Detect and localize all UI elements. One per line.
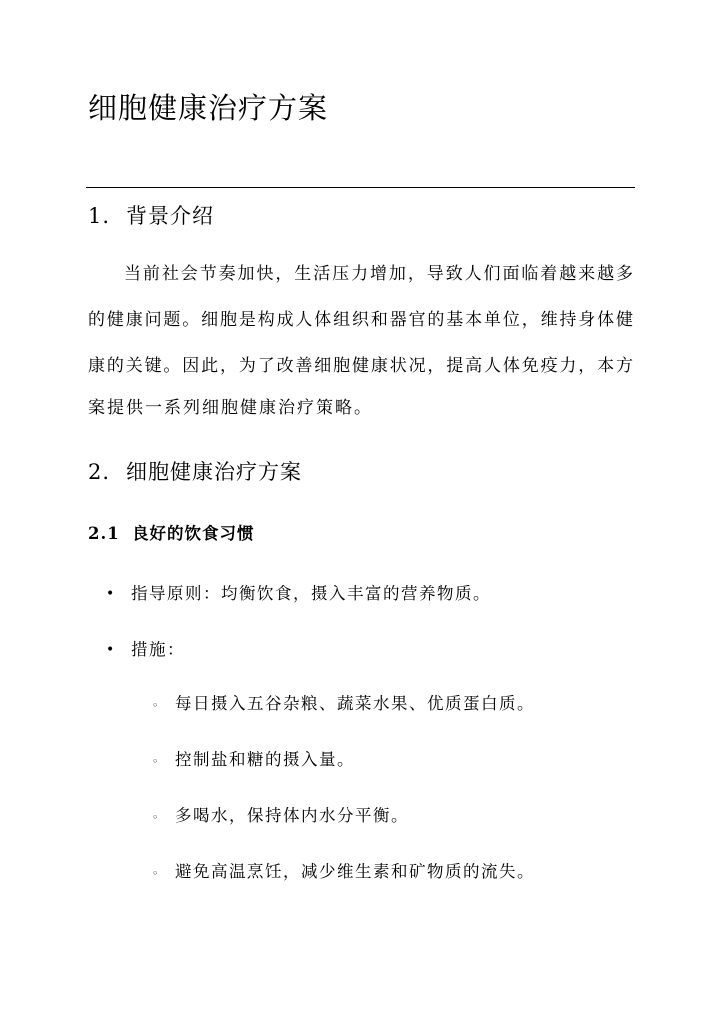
circle-bullet-icon: ◦ <box>152 867 160 880</box>
paragraph-line: 案提供一系列细胞健康治疗策略。 <box>88 398 373 418</box>
subsection-number: 2.1 <box>88 524 120 543</box>
section-heading-treatment-plan <box>88 456 302 486</box>
sub-list-item <box>152 690 535 714</box>
circle-bullet-icon: ◦ <box>152 699 160 712</box>
sub-list-item <box>152 858 535 882</box>
sub-list-item-text: 控制盐和糖的摄入量。 <box>175 750 355 769</box>
bullet-icon: • <box>106 586 116 602</box>
paragraph-line: 的健康问题。细胞是构成人体组织和器官的基本单位，维持身体健 <box>88 310 633 330</box>
section-number: 1. <box>88 204 111 228</box>
paragraph-line: 当前社会节奏加快，生活压力增加，导致人们面临着越来越多 <box>124 264 633 284</box>
list-item <box>106 636 185 660</box>
sub-list-item-text: 每日摄入五谷杂粮、蔬菜水果、优质蛋白质。 <box>175 694 535 713</box>
sub-list-item-text: 多喝水，保持体内水分平衡。 <box>175 806 409 825</box>
list-item-text: 指导原则：均衡饮食，摄入丰富的营养物质。 <box>131 584 491 603</box>
subsection-title: 良好的饮食习惯 <box>132 524 255 543</box>
sub-list-item <box>152 746 355 770</box>
paragraph-line: 康的关键。因此，为了改善细胞健康状况，提高人体免疫力，本方 <box>88 356 633 376</box>
sub-list-item-text: 避免高温烹饪，减少维生素和矿物质的流失。 <box>175 862 535 881</box>
document-title: 细胞健康治疗方案 <box>88 91 329 125</box>
section-title: 细胞健康治疗方案 <box>126 460 302 484</box>
list-item <box>106 580 491 604</box>
bullet-icon: • <box>106 642 116 658</box>
title-divider <box>86 187 635 188</box>
circle-bullet-icon: ◦ <box>152 755 160 768</box>
sub-list-item <box>152 802 409 826</box>
section-heading-background <box>88 200 214 230</box>
subsection-heading-diet <box>88 520 255 544</box>
section-title: 背景介绍 <box>126 204 214 228</box>
list-item-text: 措施： <box>131 640 185 659</box>
circle-bullet-icon: ◦ <box>152 811 160 824</box>
section-number: 2. <box>88 460 111 484</box>
